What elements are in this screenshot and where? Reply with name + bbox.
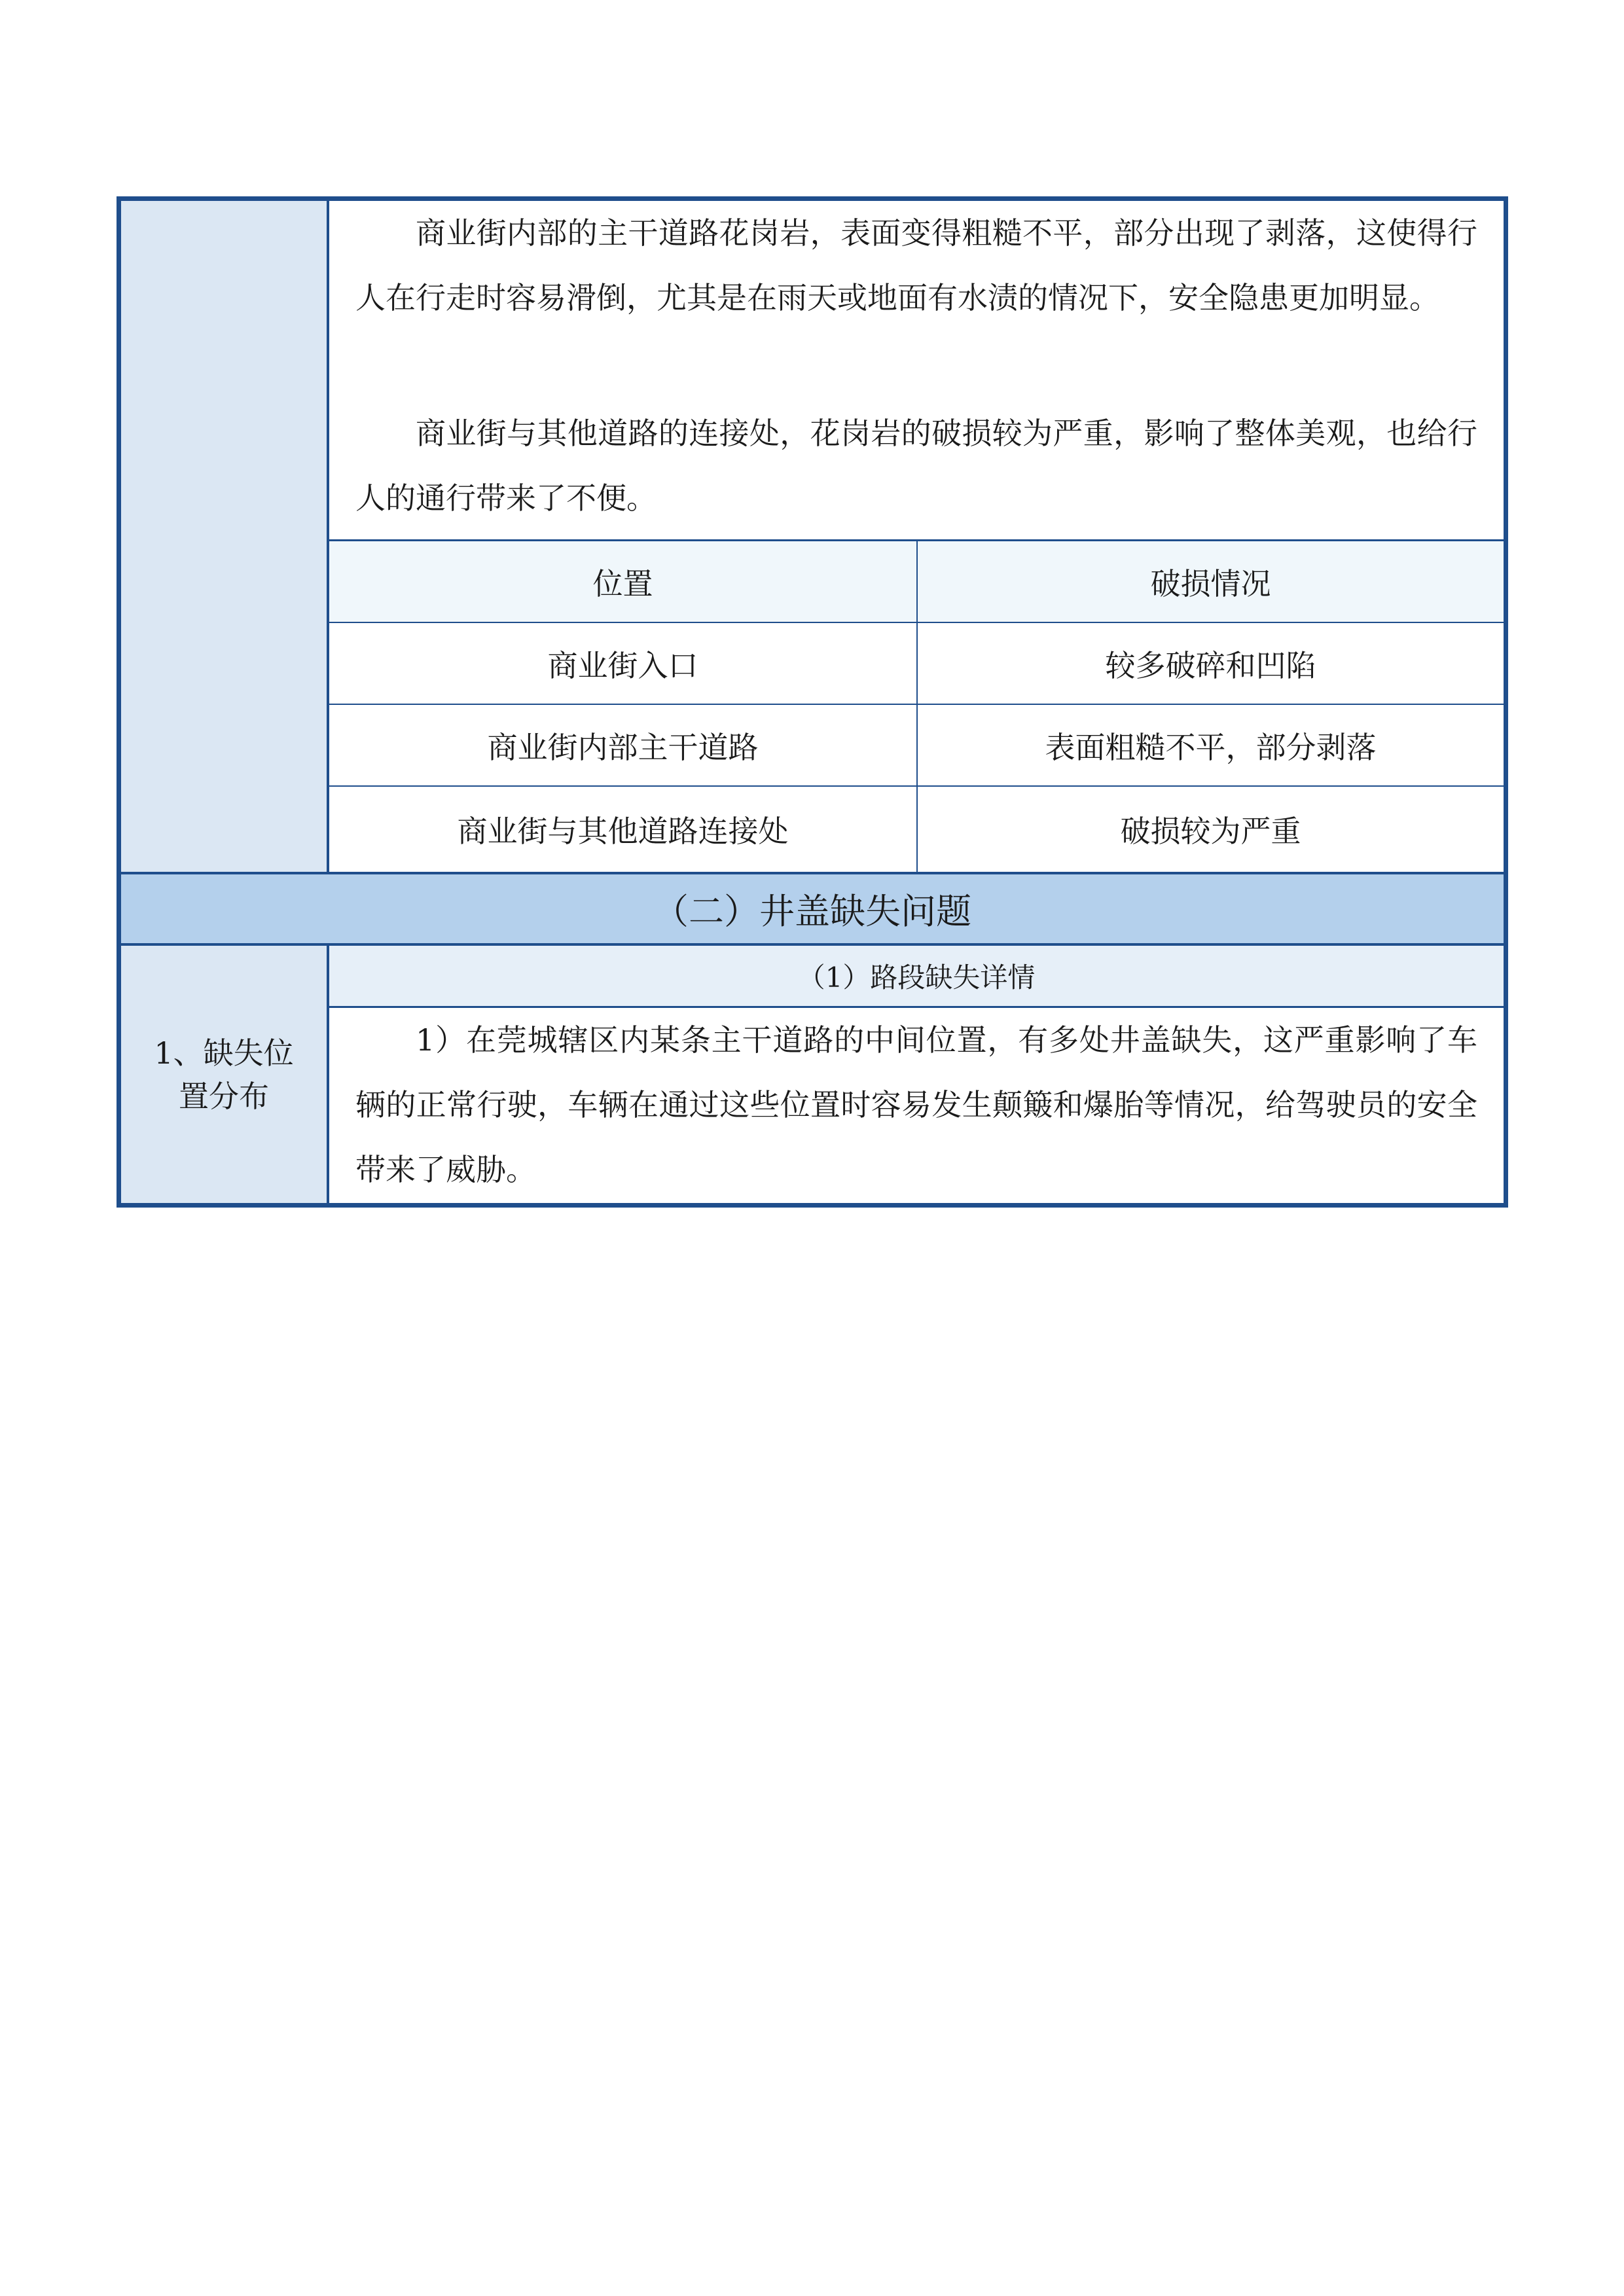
damage-table-cell: 较多破碎和凹陷 [916, 623, 1504, 705]
paragraph-main-road: 商业街内部的主干道路花岗岩，表面变得粗糙不平，部分出现了剥落，这使得行人在行走时容易滑倒，尤其是在雨天或地面有水渍的情况下，安全隐患更加明显。 [355, 215, 1477, 315]
left-label-cell [121, 946, 329, 1203]
damage-table-cell: 表面粗糙不平，部分剥落 [916, 705, 1504, 787]
damage-table-cell: 商业街内部主干道路 [329, 705, 916, 787]
damage-table-header-location: 位置 [329, 541, 916, 623]
document-table [117, 196, 1508, 1208]
missing-detail-block [329, 1008, 1504, 1203]
paragraph-junction: 商业街与其他道路的连接处，花岗岩的破损较为严重，影响了整体美观，也给行人的通行带来了不便。 [355, 416, 1477, 516]
section-title-band: （二）井盖缺失问题 [121, 872, 1504, 946]
damage-table-header-condition: 破损情况 [916, 541, 1504, 623]
missing-location-label: 1、缺失位置分布 [154, 1035, 294, 1114]
damage-table-cell: 破损较为严重 [916, 787, 1504, 872]
subheading-row: （1）路段缺失详情 [329, 946, 1504, 1008]
text-block [329, 201, 1504, 541]
damage-table-cell: 商业街与其他道路连接处 [457, 814, 789, 849]
damage-table-cell: 商业街入口 [329, 623, 916, 705]
paragraph-missing-cover: 1）在莞城辖区内某条主干道路的中间位置，有多处井盖缺失，这严重影响了车辆的正常行驶，车辆在通过这些位置时容易发生颠簸和爆胎等情况，给驾驶员的安全带来了威胁。 [355, 1022, 1477, 1187]
left-column-blank [121, 201, 329, 872]
